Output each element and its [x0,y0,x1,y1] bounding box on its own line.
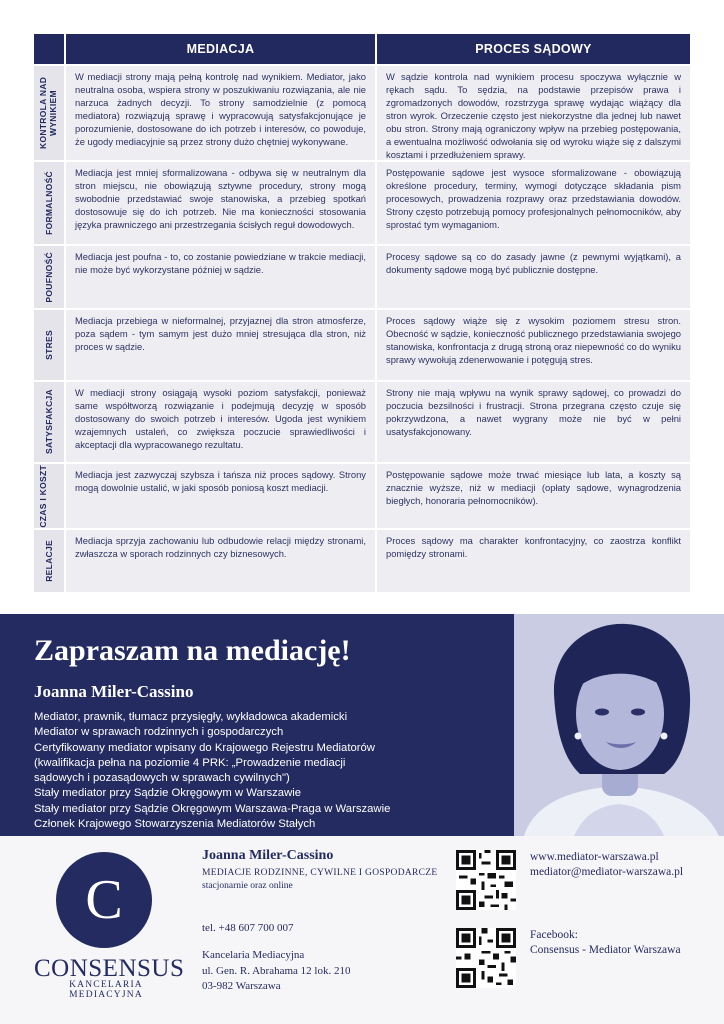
credential-line: Mediator, prawnik, tłumacz przysięgły, wykładowca akademicki [34,711,348,723]
invitation-band [0,614,724,836]
table-row [34,310,690,380]
row-label: SATYSFAKCJA [34,382,64,462]
mediation-cell: Mediacja jest mniej sformalizowana - odbywa się w neutralnym dla stron miejscu, nie obowiązują sztywne procedury, strony mogą swobodnie przedstawiać swoje stanowiska, a przebieg spotkań dostosowuje się do ich potrzeb. Nie ma konieczności stosowania języka prawniczego ani przestrzegania ścisłych reguł dowodowych. [66,162,375,244]
web-contacts [530,850,683,880]
facebook-page-link[interactable]: Consensus - Mediator Warszawa [530,944,681,956]
svg-text:C: C [85,869,123,931]
credential-line: Stały mediator przy Sądzie Okręgowym Warszawa-Praga w Warszawie [34,802,391,815]
office-address [202,948,350,995]
portrait-illustration [514,614,724,836]
logo-mark [56,852,152,948]
row-label: RELACJE [34,530,64,592]
table-header [34,34,690,64]
court-cell: Strony nie mają wpływu na wynik sprawy sądowej, co prowadzi do poczucia bezsilności i frustracji. Strona przegrana często czuje się pokrzywdzona, a nawet wygrany może nie być w pełni usatysfakcjonowany. [377,382,690,462]
header-corner [34,34,64,64]
mediator-name: Joanna Miler-Cassino [34,682,194,701]
credential-line: sądowych i pozasądowych w sprawach cywilnych") [34,772,290,785]
court-cell: Postępowanie sądowe może trwać miesiące lub lata, a koszty są znacznie wyższe, niż w mediacji (opłaty sądowe, wynagrodzenia biegłych, honoraria pełnomocników). [377,464,690,528]
table-row [34,464,690,528]
facebook-qr-code[interactable] [456,928,516,988]
header-mediation: MEDIACJA [66,34,375,64]
row-label: POUFNOŚĆ [34,246,64,308]
credential-line: Stały mediator przy Sądzie Okręgowym w Warszawie [34,787,302,800]
address-line: ul. Gen. R. Abrahama 12 lok. 210 [202,964,351,977]
website-qr-code[interactable] [456,850,516,910]
table-row [34,530,690,592]
table-row [34,66,690,160]
court-cell: W sądzie kontrola nad wynikiem procesu spoczywa wyłącznie w rękach sądu. To sędzia, na podstawie przepisów prawa i zgromadzonych dowodów, rozstrzyga sprawę wydając wiążący dla stron wyrok. Orzeczenie często jest niekorzystne dla jednej lub nawet obu stron. Strony mają ograniczony wpływ na przebieg postępowania, a ewentualna możliwość odwołania się od wyroku wiąże się z dalszymi kosztami i przedłużeniem sprawy. [377,66,690,160]
facebook-contact [530,928,681,958]
court-cell: Proces sądowy ma charakter konfrontacyjny, co zaostrza konflikt pomiędzy stronami. [377,530,690,592]
table-row [34,246,690,308]
portrait-photo [514,614,724,836]
contact-name: Joanna Miler-Cassino [202,848,334,863]
mediation-cell: W mediacji strony osiągają wysoki poziom satysfakcji, ponieważ same współtworzą rozwiązanie i podejmują decyzję w sposób dostosowany do swoich potrzeb i interesów. Ugoda jest wynikiem wzajemnych ustaleń, co zwiększa poczucie sprawiedliwości i akceptacji dla wypracowanego rezultatu. [66,382,375,462]
mediation-cell: Mediacja jest poufna - to, co zostanie powiedziane w trakcie mediacji, nie może być wykorzystane później w sądzie. [66,246,375,308]
contact-footer [0,836,724,1024]
invitation-title: Zapraszam na mediację! [34,634,351,667]
row-label: CZAS I KOSZT [34,464,64,528]
email-link[interactable]: mediator@mediator-warszawa.pl [530,866,684,878]
credential-line: (kwalifikacja pełna na poziomie 4 PRK: „Prowadzenie mediacji [34,756,346,769]
mediation-cell: Mediacja sprzyja zachowaniu lub odbudowie relacji między stronami, zwłaszcza w sporach rodzinnych czy biznesowych. [66,530,375,592]
table-row [34,162,690,244]
credential-line: Mediator w sprawach rodzinnych i gospodarczych [34,726,284,739]
row-label: FORMALNOŚĆ [34,162,64,244]
mediation-cell: Mediacja przebiega w nieformalnej, przyjaznej dla stron atmosferze, poza sądem - tym samym jest dużo mniej stresująca dla stron, niż proces w sądzie. [66,310,375,380]
credential-line: Certyfikowany mediator wpisany do Krajowego Rejestru Mediatorów [34,741,375,754]
consensus-logo [56,852,152,948]
mediation-cell: Mediacja jest zazwyczaj szybsza i tańsza niż proces sądowy. Strony mogą dowolnie ustalić, w jaki sposób poniosą koszt mediacji. [66,464,375,528]
header-court: PROCES SĄDOWY [377,34,690,64]
contact-specialty: MEDIACJE RODZINNE, CYWILNE I GOSPODARCZE [202,868,438,878]
court-cell: Proces sądowy wiąże się z wysokim poziomem stresu stron. Obecność w sądzie, konieczność publicznego przedstawiania swojego stanowiska, konfrontacja z drugą stroną oraz niepewność co do wyniku sprawy wywołują zdenerwowanie i potęgują stres. [377,310,690,380]
court-cell: Postępowanie sądowe jest wysoce sformalizowane - obowiązują określone procedury, terminy, wymogi dotyczące składania pism procesowych, prowadzenia rozprawy oraz przedstawiania dowodów. Strony często potrzebują pomocy profesjonalnych pełnomocników, aby sprostać tym wymaganiom. [377,162,690,244]
row-label: STRES [34,310,64,380]
logo-subtitle: KANCELARIA MEDIACYJNA [69,980,143,1000]
phone-number[interactable]: tel. +48 607 700 007 [202,922,294,934]
row-label: KONTROLA NAD WYNIKIEM [34,66,64,160]
logo-wordmark: CONSENSUS [34,955,185,982]
court-cell: Procesy sądowe są co do zasady jawne (z pewnymi wyjątkami), a dokumenty sądowe mogą być publicznie dostępne. [377,246,690,308]
table-row [34,382,690,462]
website-link[interactable]: www.mediator-warszawa.pl [530,851,659,863]
facebook-label: Facebook: [530,929,578,941]
credential-line: Członek Krajowego Stowarzyszenia Mediatorów Stałych [34,818,316,831]
address-line: 03-982 Warszawa [202,980,281,992]
credentials-list [34,710,474,832]
mediation-cell: W mediacji strony mają pełną kontrolę nad wynikiem. Mediator, jako neutralna osoba, wspiera strony w poszukiwaniu rozwiązania, ale nie narzuca żadnych decyzji. To strony samodzielnie (z pomocą mediatora) rozwiązują sprawę i wypracowują satysfakcjonujące je porozumienie, dostosowane do ich potrzeb i interesów, co powoduje, że ugody mediacyjnie są przez strony dużo chętniej wykonywane. [66,66,375,160]
comparison-table [34,34,690,592]
address-line: Kancelaria Mediacyjna [202,949,305,961]
contact-mode: stacjonarnie oraz online [202,881,293,891]
